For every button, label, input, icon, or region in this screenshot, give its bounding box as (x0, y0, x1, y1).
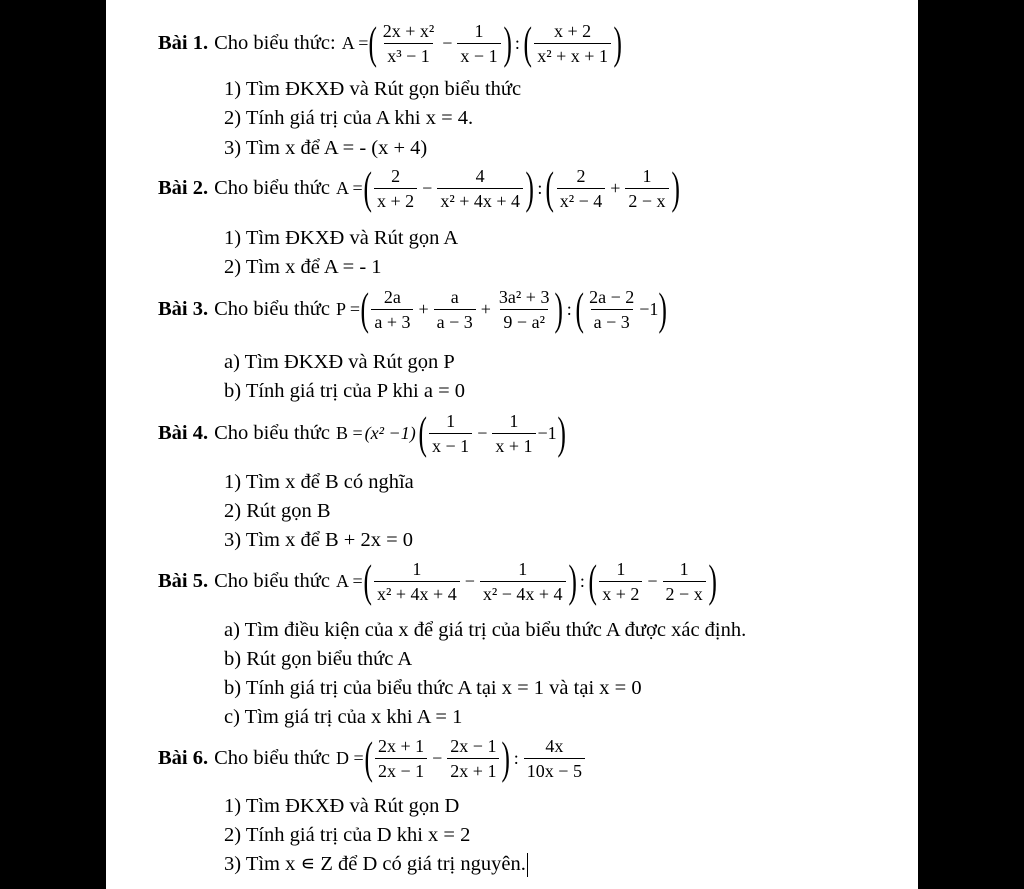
fraction: $\frac{2x - 1}{2x + 1}$ (447, 736, 499, 781)
fraction: $\frac{2a - 2}{a - 3}$ (589, 286, 635, 332)
fraction: $\frac{x + 2}{\text{x² + x + 1}}$ (534, 21, 611, 66)
problem-6-item: 2) Tính giá trị của D khi x = 2 (224, 824, 471, 846)
formula-lhs: B = (336, 423, 363, 443)
problem-4-label: Bài 4. (158, 422, 209, 444)
problem-1-formula: A = ( $\frac{\text{2x + x²}}{\text{x³ − 1}}$ − $\frac{1}{x - 1}$ ) : ( $\frac{x + 2}{\text{x² + x + 1}}$ ) (341, 17, 622, 68)
problem-2-item: 1) Tìm ĐKXĐ và Rút gọn A (224, 227, 459, 249)
fraction: $\frac{a}{a - 3}$ (434, 287, 476, 332)
fraction: $\frac{1}{x - 1}$ (429, 411, 472, 456)
formula-lhs: A = (336, 178, 363, 198)
text-cursor (527, 853, 529, 877)
problem-6-header (158, 732, 587, 783)
problem-5-formula: A = ( $\frac{1}{\text{x² + 4x + 4}}$ − $\frac{1}{\text{x² − 4x + 4}}$ ) : ( $\frac{1}{x + 2}$ − $\frac{1}{2 - x}$ ) (336, 555, 717, 606)
problem-1-item: 3) Tìm x để A = - (x + 4) (224, 137, 428, 159)
fraction: $\frac{1}{\text{x² − 4x + 4}}$ (480, 559, 566, 604)
problem-6-label: Bài 6. (158, 747, 209, 769)
fraction: $\frac{\text{3a² + 3}}{\text{9 − a²}}$ (498, 286, 550, 332)
fraction: $\frac{\text{2x + x²}}{\text{x³ − 1}}$ (382, 20, 435, 66)
problem-5-item: b) Rút gọn biểu thức A (224, 648, 413, 670)
problem-1-prompt: Cho biểu thức: (214, 32, 336, 54)
problem-4-header (158, 407, 566, 458)
fraction: $\frac{1}{2 - x}$ (663, 559, 706, 604)
problem-3-prompt: Cho biểu thức (214, 298, 330, 320)
problem-5-item: a) Tìm điều kiện của x để giá trị của biểu thức A được xác định. (224, 619, 747, 641)
problem-3-item: a) Tìm ĐKXĐ và Rút gọn P (224, 351, 455, 373)
problem-5-label: Bài 5. (158, 570, 209, 592)
document-page (106, 0, 918, 889)
problem-6-item: 1) Tìm ĐKXĐ và Rút gọn D (224, 795, 460, 817)
problem-4-item: 3) Tìm x để B + 2x = 0 (224, 529, 414, 551)
problem-1-label: Bài 1. (158, 32, 209, 54)
fraction: $\frac{1}{x + 2}$ (599, 559, 642, 604)
fraction: $\frac{1}{x + 1}$ (492, 411, 535, 456)
problem-1-header (158, 17, 622, 68)
problem-5-item: c) Tìm giá trị của x khi A = 1 (224, 706, 463, 728)
problem-6-prompt: Cho biểu thức (214, 747, 330, 769)
formula-lhs: D = (336, 748, 364, 768)
problem-2-label: Bài 2. (158, 177, 209, 199)
problem-6-item-with-cursor (224, 852, 528, 877)
problem-4-item: 2) Rút gọn B (224, 500, 331, 522)
problem-6-formula: D = ( $\frac{2x + 1}{2x - 1}$ − $\frac{2x - 1}{2x + 1}$ ) : $\frac{4x}{10x - 5}$ (336, 735, 587, 781)
problem-3-label: Bài 3. (158, 298, 209, 320)
problem-3-formula: P = ( $\frac{2a}{a + 3}$ + $\frac{a}{a - 3}$ + $\frac{\text{3a² + 3}}{\text{9 − a²}}$ ) : ( $\frac{2a - 2}{a - 3}$ −1 ) (336, 283, 668, 334)
problem-3-header (158, 283, 668, 334)
problem-2-prompt: Cho biểu thức (214, 177, 330, 199)
problem-4-prompt: Cho biểu thức (214, 422, 330, 444)
problem-6-item: 3) Tìm x ∊ Z để D có giá trị nguyên. (224, 853, 526, 875)
problem-1-item: 2) Tính giá trị của A khi x = 4. (224, 107, 474, 129)
fraction: $\frac{4x}{10x - 5}$ (524, 736, 585, 781)
fraction: $\frac{1}{\text{x² + 4x + 4}}$ (374, 559, 460, 604)
fraction: $\frac{4}{\text{x² + 4x + 4}}$ (437, 166, 523, 211)
problem-5-item: b) Tính giá trị của biểu thức A tại x = 1 và tại x = 0 (224, 677, 642, 699)
problem-4-formula: B = (x² −1) ( $\frac{1}{x - 1}$ − $\frac{1}{x + 1}$ −1 ) (336, 407, 566, 458)
problem-2-item: 2) Tìm x để A = - 1 (224, 256, 382, 278)
fraction: $\frac{1}{2 - x}$ (625, 166, 668, 211)
formula-tail: −1 (639, 299, 659, 319)
formula-tail: −1 (537, 423, 557, 443)
problem-1-item: 1) Tìm ĐKXĐ và Rút gọn biểu thức (224, 78, 522, 100)
problem-2-header (158, 162, 680, 213)
fraction: $\frac{2x + 1}{2x - 1}$ (375, 736, 427, 781)
fraction: $\frac{1}{x - 1}$ (457, 21, 500, 66)
formula-factor: (x² −1) (364, 423, 416, 443)
problem-5-header (158, 555, 717, 606)
problem-5-prompt: Cho biểu thức (214, 570, 330, 592)
fraction: $\frac{2}{x + 2}$ (374, 166, 417, 211)
formula-lhs: P = (336, 299, 360, 319)
fraction: $\frac{2a}{a + 3}$ (371, 287, 413, 332)
problem-3-item: b) Tính giá trị của P khi a = 0 (224, 380, 466, 402)
problem-4-item: 1) Tìm x để B có nghĩa (224, 471, 414, 493)
formula-lhs: A = (341, 33, 369, 53)
fraction: $\frac{2}{\text{x² − 4}}$ (557, 166, 606, 211)
formula-lhs: A = (336, 571, 363, 591)
problem-2-formula: A = ( $\frac{2}{x + 2}$ − $\frac{4}{\text{x² + 4x + 4}}$ ) : ( $\frac{2}{\text{x² − 4}}$ + $\frac{1}{2 - x}$ ) (336, 162, 680, 213)
